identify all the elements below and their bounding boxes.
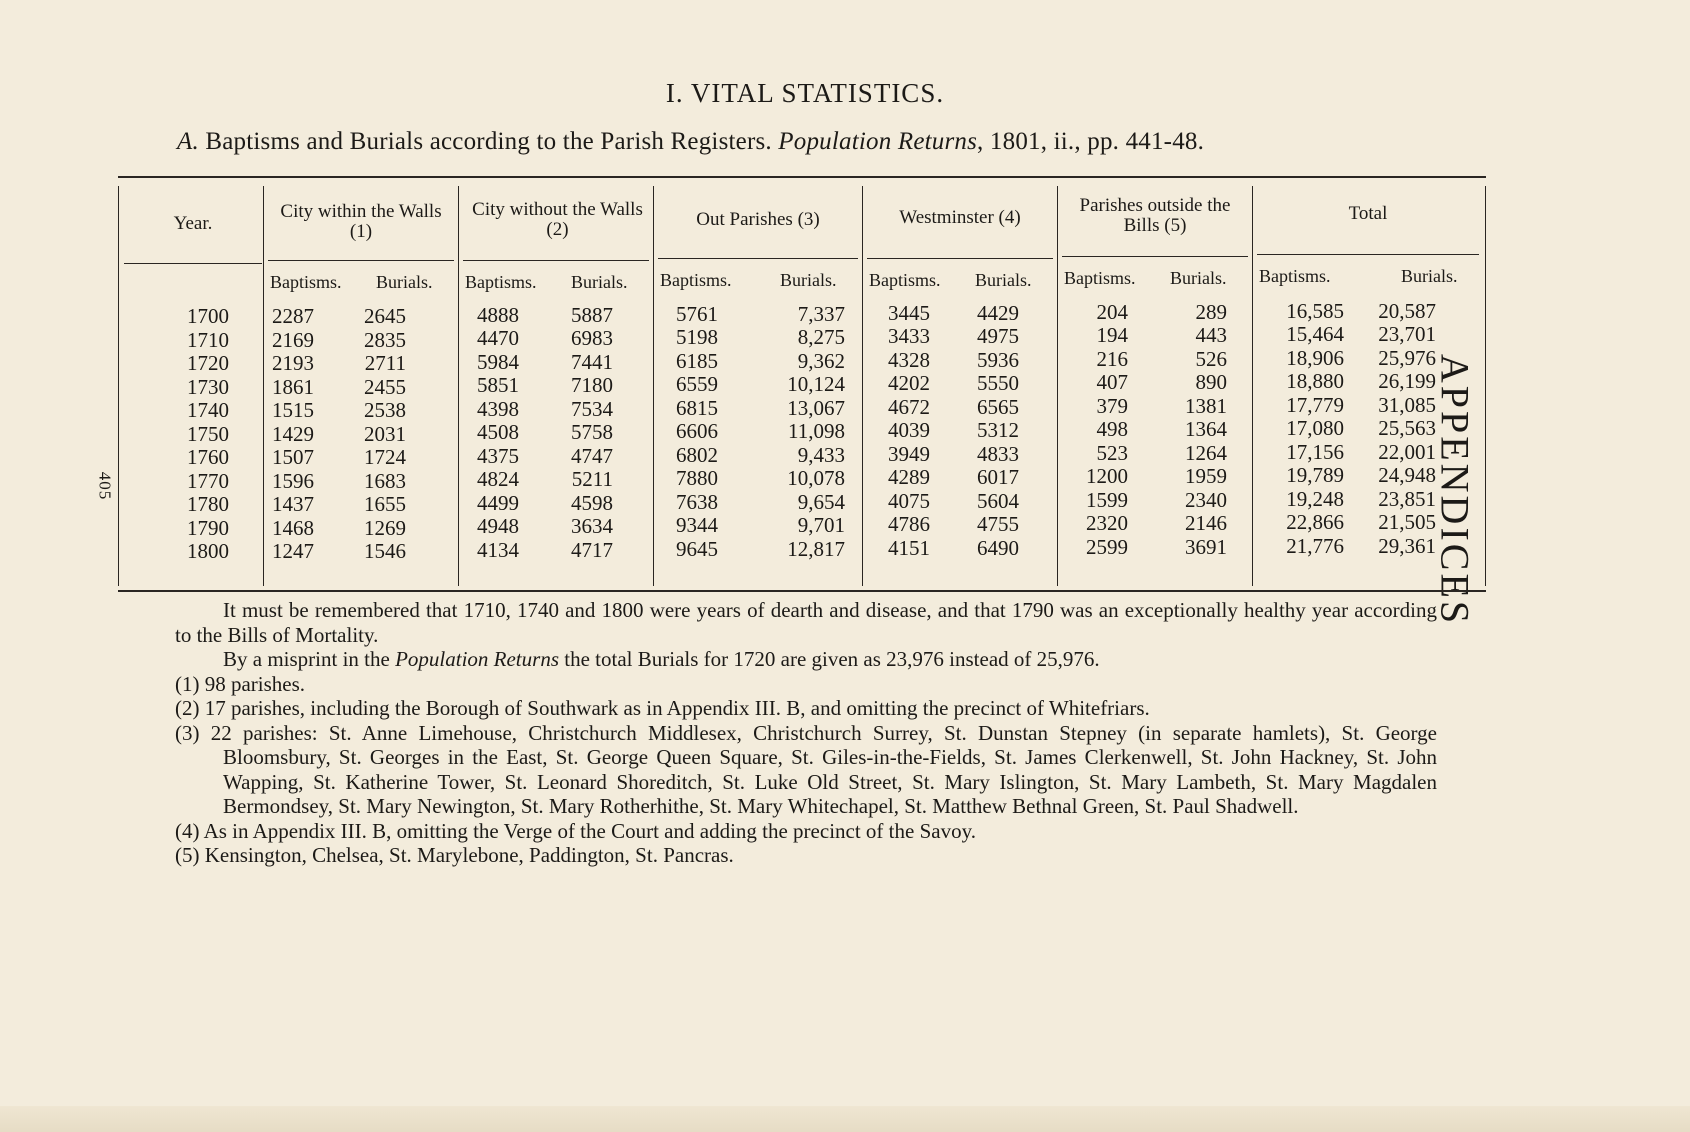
sub-header-burials: Burials. bbox=[1401, 266, 1458, 286]
burials-cell: 23,851 bbox=[1378, 486, 1436, 511]
year-cell: 1710 bbox=[187, 327, 229, 352]
year-header: Year. bbox=[173, 213, 213, 234]
note-misprint-a: By a misprint in the bbox=[223, 647, 390, 671]
baptisms-cell: 17,779 bbox=[1286, 392, 1344, 417]
baptisms-cell: 1596 bbox=[272, 468, 314, 493]
burials-cell: 7441 bbox=[571, 349, 613, 374]
baptisms-cell: 204 bbox=[1096, 299, 1128, 324]
baptisms-cell: 22,866 bbox=[1286, 510, 1344, 534]
baptisms-cell: 6559 bbox=[676, 372, 718, 397]
baptisms-cell: 4202 bbox=[888, 371, 930, 396]
burials-cell: 5211 bbox=[571, 467, 613, 492]
burials-cell: 526 bbox=[1195, 346, 1227, 371]
year-cell: 1730 bbox=[187, 374, 229, 399]
burials-cell: 10,078 bbox=[787, 466, 845, 491]
note-paragraph: It must be remembered that 1710, 1740 and 1800 were years of dearth and disease, and that 1790 was an exceptionally healthy year according to the Bills of Mortality. bbox=[175, 598, 1437, 647]
baptisms-cell: 1429 bbox=[272, 421, 314, 446]
baptisms-cell: 4075 bbox=[888, 488, 930, 513]
burials-cell: 4598 bbox=[571, 490, 613, 515]
baptisms-cell: 3949 bbox=[888, 441, 930, 466]
burials-cell: 26,199 bbox=[1378, 369, 1436, 393]
burials-cell: 5312 bbox=[977, 418, 1019, 443]
burials-cell: 2538 bbox=[364, 398, 406, 422]
statistics-table bbox=[118, 176, 1486, 592]
year-cell: 1780 bbox=[187, 492, 229, 516]
sub-header-baptisms: Baptisms. bbox=[869, 270, 941, 290]
col-group-outside-bills: Parishes outside the Bills (5) bbox=[1079, 195, 1231, 236]
burials-cell: 5550 bbox=[977, 371, 1019, 396]
sub-header-burials: Burials. bbox=[780, 270, 837, 290]
notes bbox=[175, 598, 1437, 868]
baptisms-cell: 17,156 bbox=[1286, 439, 1344, 464]
note-misprint bbox=[175, 647, 1437, 672]
year-cell: 1740 bbox=[187, 398, 229, 422]
baptisms-cell: 1247 bbox=[272, 539, 314, 563]
baptisms-cell: 5761 bbox=[676, 301, 718, 326]
burials-cell: 4975 bbox=[977, 324, 1019, 349]
footnote-4: (4) As in Appendix III. B, omitting the Verge of the Court and adding the precinct of the Savoy. bbox=[175, 818, 976, 843]
header-rule bbox=[463, 260, 649, 261]
burials-cell: 2711 bbox=[364, 351, 406, 375]
col-group-total: Total bbox=[1348, 203, 1388, 224]
burials-cell: 31,085 bbox=[1378, 392, 1436, 417]
burials-cell: 1364 bbox=[1185, 417, 1227, 442]
burials-cell: 4833 bbox=[977, 441, 1019, 466]
table-row bbox=[118, 533, 1486, 563]
burials-cell: 7,337 bbox=[797, 301, 845, 326]
burials-cell: 29,361 bbox=[1378, 533, 1436, 558]
baptisms-cell: 4786 bbox=[888, 512, 930, 537]
baptisms-cell: 379 bbox=[1096, 393, 1128, 418]
burials-cell: 5758 bbox=[571, 420, 613, 445]
burials-cell: 8,275 bbox=[797, 325, 845, 350]
burials-cell: 6490 bbox=[977, 535, 1019, 560]
baptisms-cell: 6185 bbox=[676, 348, 718, 373]
burials-cell: 1264 bbox=[1185, 440, 1227, 465]
sub-header-burials: Burials. bbox=[975, 270, 1032, 290]
burials-cell: 1959 bbox=[1185, 464, 1227, 489]
burials-cell: 13,067 bbox=[787, 395, 845, 420]
baptisms-cell: 523 bbox=[1096, 440, 1128, 465]
burials-cell: 1683 bbox=[364, 468, 406, 493]
burials-cell: 5936 bbox=[977, 347, 1019, 372]
baptisms-cell: 3433 bbox=[888, 324, 930, 349]
year-cell: 1800 bbox=[187, 539, 229, 563]
burials-cell: 1546 bbox=[364, 539, 406, 563]
header-rule bbox=[268, 260, 454, 261]
baptisms-cell: 407 bbox=[1096, 370, 1128, 395]
burials-cell: 20,587 bbox=[1378, 298, 1436, 323]
page-number: 405 bbox=[95, 471, 115, 501]
table-title bbox=[177, 128, 1204, 156]
baptisms-cell: 2287 bbox=[272, 304, 314, 328]
burials-cell: 25,563 bbox=[1378, 416, 1436, 440]
note-misprint-b: the total Burials for 1720 are given as 23,976 instead of 25,976. bbox=[564, 647, 1100, 671]
baptisms-cell: 4328 bbox=[888, 347, 930, 372]
baptisms-cell: 19,248 bbox=[1286, 486, 1344, 511]
table-title-text: Baptisms and Burials according to the Parish Registers. bbox=[205, 128, 772, 155]
year-cell: 1750 bbox=[187, 421, 229, 446]
burials-cell: 4717 bbox=[571, 537, 613, 562]
burials-cell: 3634 bbox=[571, 514, 613, 539]
burials-cell: 1724 bbox=[364, 445, 406, 469]
burials-cell: 289 bbox=[1195, 299, 1227, 324]
burials-cell: 11,098 bbox=[788, 419, 845, 444]
col-group-city-without: City without the Walls (2) bbox=[472, 199, 643, 240]
burials-cell: 2340 bbox=[1185, 487, 1227, 512]
baptisms-cell: 4039 bbox=[888, 418, 930, 443]
sub-header-baptisms: Baptisms. bbox=[1259, 266, 1331, 286]
header-rule bbox=[1062, 256, 1248, 257]
year-cell: 1790 bbox=[187, 515, 229, 540]
year-cell: 1770 bbox=[187, 468, 229, 493]
baptisms-cell: 5984 bbox=[477, 349, 519, 374]
baptisms-cell: 4398 bbox=[477, 396, 519, 421]
year-cell: 1720 bbox=[187, 351, 229, 375]
burials-cell: 25,976 bbox=[1378, 345, 1436, 370]
burials-cell: 22,001 bbox=[1378, 439, 1436, 464]
page-bottom-edge bbox=[0, 1106, 1690, 1132]
baptisms-cell: 15,464 bbox=[1286, 322, 1344, 346]
sub-header-burials: Burials. bbox=[376, 272, 433, 292]
baptisms-cell: 2599 bbox=[1086, 534, 1128, 559]
burials-cell: 890 bbox=[1195, 370, 1227, 395]
baptisms-cell: 1200 bbox=[1086, 464, 1128, 489]
baptisms-cell: 3445 bbox=[888, 300, 930, 325]
year-cell: 1760 bbox=[187, 445, 229, 469]
section-title: I. VITAL STATISTICS. bbox=[665, 78, 945, 108]
burials-cell: 2455 bbox=[364, 374, 406, 399]
header-rule bbox=[867, 258, 1053, 259]
table-title-ref: , 1801, ii., pp. 441-48. bbox=[977, 128, 1205, 155]
baptisms-cell: 2193 bbox=[272, 351, 314, 375]
baptisms-cell: 18,906 bbox=[1286, 345, 1344, 370]
burials-cell: 21,505 bbox=[1378, 510, 1436, 534]
burials-cell: 1655 bbox=[364, 492, 406, 516]
baptisms-cell: 4888 bbox=[477, 302, 519, 327]
col-group-westminster: Westminster (4) bbox=[899, 207, 1021, 228]
burials-cell: 2031 bbox=[364, 421, 406, 446]
baptisms-cell: 4499 bbox=[477, 490, 519, 515]
burials-cell: 6565 bbox=[977, 394, 1019, 419]
footnote-1: (1) 98 parishes. bbox=[175, 671, 306, 696]
burials-cell: 23,701 bbox=[1378, 322, 1436, 346]
baptisms-cell: 5198 bbox=[676, 325, 718, 350]
burials-cell: 2146 bbox=[1185, 511, 1227, 536]
baptisms-cell: 4151 bbox=[888, 535, 930, 560]
baptisms-cell: 5851 bbox=[477, 373, 519, 398]
footnote-2: (2) 17 parishes, including the Borough of Southwark as in Appendix III. B, and omitting the precinct of Whitefriars. bbox=[175, 696, 1150, 720]
baptisms-cell: 19,789 bbox=[1286, 463, 1344, 487]
baptisms-cell: 194 bbox=[1096, 323, 1128, 348]
baptisms-cell: 6802 bbox=[676, 442, 718, 467]
baptisms-cell: 7880 bbox=[676, 466, 718, 491]
sub-header-baptisms: Baptisms. bbox=[270, 272, 342, 292]
burials-cell: 6017 bbox=[977, 465, 1019, 490]
baptisms-cell: 4134 bbox=[477, 537, 519, 562]
baptisms-cell: 4289 bbox=[888, 465, 930, 490]
baptisms-cell: 4824 bbox=[477, 467, 519, 492]
running-head: APPENDICES bbox=[1432, 353, 1478, 627]
col-group-out-parishes: Out Parishes (3) bbox=[696, 209, 820, 230]
burials-cell: 10,124 bbox=[787, 372, 845, 397]
table-title-letter: A. bbox=[177, 128, 199, 155]
burials-cell: 5604 bbox=[977, 488, 1019, 513]
baptisms-cell: 1507 bbox=[272, 445, 314, 469]
baptisms-cell: 1599 bbox=[1086, 487, 1128, 512]
burials-cell: 4429 bbox=[977, 300, 1019, 325]
baptisms-cell: 17,080 bbox=[1286, 416, 1344, 440]
footnote-3: (3) 22 parishes: St. Anne Limehouse, Christchurch Middlesex, Christchurch Surrey, St. Dunstan Stepney (in separate hamlets), St. George Bloomsbury, St. Georges in the East, St. George Queen Square, St. Giles-in-the-Fields, St. James Clerkenwell, St. John Hackney, St. John Wapping, St. Katherine Tower, St. Leonard Shoreditch, St. Luke Old Street, St. Mary Islington, St. Mary Lambeth, St. Mary Magdalen Bermondsey, St. Mary Newington, St. Mary Rotherhithe, St. Mary Whitechapel, St. Matthew Bethnal Green, St. Paul Shadwell. bbox=[175, 720, 1437, 818]
baptisms-cell: 18,880 bbox=[1286, 369, 1344, 393]
burials-cell: 7534 bbox=[571, 396, 613, 421]
burials-cell: 4747 bbox=[571, 443, 613, 468]
baptisms-cell: 16,585 bbox=[1286, 298, 1344, 323]
burials-cell: 7180 bbox=[571, 373, 613, 398]
burials-cell: 3691 bbox=[1185, 534, 1227, 559]
burials-cell: 12,817 bbox=[787, 536, 845, 561]
baptisms-cell: 9645 bbox=[676, 536, 718, 561]
baptisms-cell: 2169 bbox=[272, 327, 314, 352]
burials-cell: 443 bbox=[1195, 323, 1227, 348]
baptisms-cell: 6606 bbox=[676, 419, 718, 444]
sub-header-burials: Burials. bbox=[1170, 268, 1227, 288]
sub-header-burials: Burials. bbox=[571, 272, 628, 292]
note-misprint-source: Population Returns bbox=[395, 647, 559, 671]
burials-cell: 9,701 bbox=[797, 513, 845, 538]
baptisms-cell: 4672 bbox=[888, 394, 930, 419]
burials-cell: 4755 bbox=[977, 512, 1019, 537]
baptisms-cell: 216 bbox=[1096, 346, 1128, 371]
baptisms-cell: 4470 bbox=[477, 326, 519, 351]
baptisms-cell: 4948 bbox=[477, 514, 519, 539]
burials-cell: 2645 bbox=[364, 304, 406, 328]
footnote-5: (5) Kensington, Chelsea, St. Marylebone, Paddington, St. Pancras. bbox=[175, 843, 734, 867]
baptisms-cell: 21,776 bbox=[1286, 533, 1344, 558]
burials-cell: 1381 bbox=[1185, 393, 1227, 418]
col-group-city-within: City within the Walls (1) bbox=[280, 201, 442, 242]
baptisms-cell: 9344 bbox=[676, 513, 718, 538]
baptisms-cell: 2320 bbox=[1086, 511, 1128, 536]
baptisms-cell: 4508 bbox=[477, 420, 519, 445]
header-rule bbox=[1257, 254, 1479, 255]
baptisms-cell: 1468 bbox=[272, 515, 314, 540]
baptisms-cell: 7638 bbox=[676, 489, 718, 514]
baptisms-cell: 1861 bbox=[272, 374, 314, 399]
burials-cell: 9,362 bbox=[797, 348, 845, 373]
baptisms-cell: 1515 bbox=[272, 398, 314, 422]
baptisms-cell: 1437 bbox=[272, 492, 314, 516]
sub-header-baptisms: Baptisms. bbox=[465, 272, 537, 292]
header-rule bbox=[658, 258, 858, 259]
burials-cell: 9,433 bbox=[797, 442, 845, 467]
burials-cell: 9,654 bbox=[797, 489, 845, 514]
baptisms-cell: 498 bbox=[1096, 417, 1128, 442]
burials-cell: 1269 bbox=[364, 515, 406, 540]
burials-cell: 2835 bbox=[364, 327, 406, 352]
burials-cell: 6983 bbox=[571, 326, 613, 351]
burials-cell: 5887 bbox=[571, 302, 613, 327]
table-title-source: Population Returns bbox=[778, 128, 978, 155]
sub-header-baptisms: Baptisms. bbox=[1064, 268, 1136, 288]
sub-header-baptisms: Baptisms. bbox=[660, 270, 732, 290]
header-rule bbox=[124, 263, 262, 264]
baptisms-cell: 4375 bbox=[477, 443, 519, 468]
burials-cell: 24,948 bbox=[1378, 463, 1436, 487]
baptisms-cell: 6815 bbox=[676, 395, 718, 420]
year-cell: 1700 bbox=[187, 304, 229, 328]
